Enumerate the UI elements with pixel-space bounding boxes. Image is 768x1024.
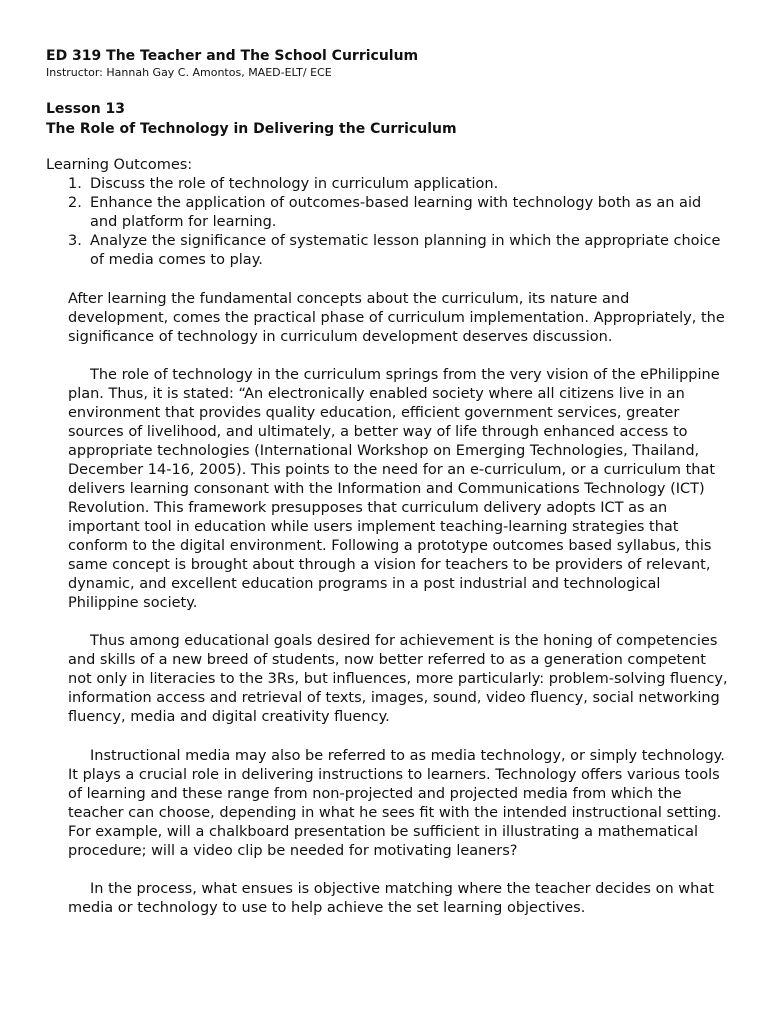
outcome-number: 3. — [68, 233, 82, 249]
learning-outcome-item — [46, 194, 726, 232]
objective-matching-paragraph: In the process, what ensues is objective matching where the teacher decides on what media or technology to use to help achieve the set learning objectives. — [68, 881, 714, 916]
intro-paragraph: After learning the fundamental concepts about the curriculum, its nature and development, comes the practical phase of curriculum implementation. Appropriately, the significance of technology in curriculum development deserves discussion. — [68, 291, 725, 345]
learning-outcomes-list — [46, 175, 726, 270]
instructional-media-paragraph: Instructional media may also be referred to as media technology, or simply technology. It plays a crucial role in delivering instructions to learners. Technology offers various tools of learning and these range from non-projected and projected media from which the teacher can choose, depending in what he sees fit with the intended instructional setting. For example, will a chalkboard presentation be sufficient in illustrating a mathematical procedure; will a video clip be needed for motivating leaners? — [68, 748, 725, 859]
outcome-text: Analyze the significance of systematic lesson planning in which the appropriate choice of media comes to play. — [90, 233, 721, 268]
lesson-title: The Role of Technology in Delivering the Curriculum — [46, 121, 457, 137]
educational-goals-paragraph: Thus among educational goals desired for achievement is the honing of competencies and skills of a new breed of students, now better referred to as a generation competent not only in literacies to the 3Rs, but influences, more particularly: problem-solving fluency, information access and retrieval of texts, images, sound, video fluency, social networking fluency, media and digital creativity fluency. — [68, 633, 728, 725]
technology-role-paragraph: The role of technology in the curriculum springs from the very vision of the ePhilippine plan. Thus, it is stated: “An electronically enabled society where all citizens live in an environment that provides quality education, efficient government services, greater sources of livelihood, and ultimately, a better way of life through enhanced access to appropriate technologies (International Workshop on Emerging Technologies, Thailand, December 14-16, 2005). This points to the need for an e-curriculum, or a curriculum that delivers learning consonant with the Information and Communications Technology (ICT) Revolution. This framework presupposes that curriculum delivery adopts ICT as an important tool in education while users implement teaching-learning strategies that conform to the digital environment. Following a prototype outcomes based syllabus, this same concept is brought about through a vision for teachers to be providers of relevant, dynamic, and excellent education programs in a post industrial and technological Philippine society. — [68, 367, 720, 611]
course-title: ED 319 The Teacher and The School Curriculum — [46, 48, 419, 64]
outcome-number: 1. — [68, 176, 82, 192]
outcome-text: Enhance the application of outcomes-based learning with technology both as an aid and platform for learning. — [90, 195, 702, 230]
learning-outcomes-heading: Learning Outcomes: — [46, 157, 193, 173]
outcome-text: Discuss the role of technology in curriculum application. — [90, 176, 499, 192]
lesson-number: Lesson 13 — [46, 101, 126, 117]
learning-outcome-item — [46, 232, 726, 270]
outcome-number: 2. — [68, 195, 82, 211]
learning-outcome-item — [46, 175, 726, 194]
instructor-line: Instructor: Hannah Gay C. Amontos, MAED-ELT/ ECE — [46, 66, 332, 79]
